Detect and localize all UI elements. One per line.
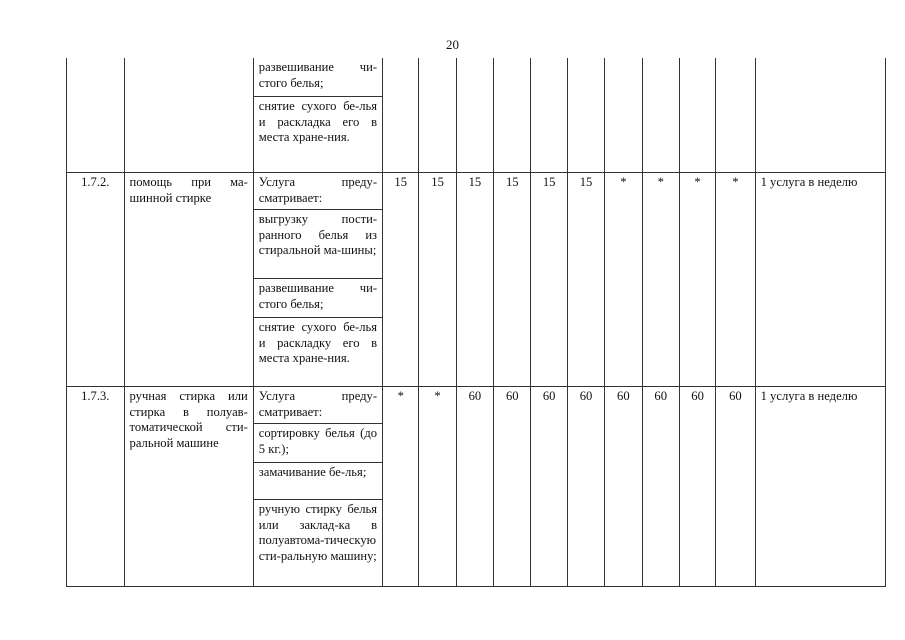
value-cell: 15	[456, 173, 493, 387]
service-detail: развешивание чи-стого белья;	[253, 58, 382, 97]
table-row	[67, 58, 886, 97]
value-cell: 60	[605, 387, 642, 587]
service-name	[124, 58, 253, 173]
service-detail: Услуга преду-сматривает:	[253, 173, 382, 210]
value-cell: 60	[642, 387, 679, 587]
table-row	[67, 173, 886, 210]
value-cell	[716, 58, 755, 173]
service-detail: ручную стирку белья или заклад-ка в полуавтома-тическую сти-ральную машину;	[253, 500, 382, 587]
value-cell: *	[383, 387, 419, 587]
value-cell: *	[679, 173, 715, 387]
value-cell: 60	[679, 387, 715, 587]
service-detail: развешивание чи-стого белья;	[253, 279, 382, 318]
service-detail: замачивание бе-лья;	[253, 463, 382, 500]
value-cell: *	[419, 387, 456, 587]
table-row	[67, 387, 886, 424]
value-cell: *	[605, 173, 642, 387]
service-detail: Услуга преду-сматривает:	[253, 387, 382, 424]
value-cell: *	[642, 173, 679, 387]
value-cell: *	[716, 173, 755, 387]
frequency-cell: 1 услуга в неделю	[755, 387, 885, 587]
value-cell: 60	[494, 387, 531, 587]
value-cell: 15	[383, 173, 419, 387]
value-cell	[383, 58, 419, 173]
value-cell	[642, 58, 679, 173]
value-cell: 60	[531, 387, 567, 587]
value-cell: 60	[716, 387, 755, 587]
value-cell: 15	[494, 173, 531, 387]
table-body	[67, 58, 886, 587]
services-table	[66, 58, 886, 587]
service-detail: снятие сухого бе-лья и раскладку его в места хране-ния.	[253, 318, 382, 387]
service-detail: выгрузку пости-ранного белья из стиральной ма-шины;	[253, 210, 382, 279]
page-number: 20	[446, 37, 459, 52]
service-detail: снятие сухого бе-лья и раскладка его в места хране-ния.	[253, 97, 382, 173]
value-cell	[679, 58, 715, 173]
value-cell	[567, 58, 604, 173]
row-number	[67, 58, 125, 173]
value-cell: 15	[419, 173, 456, 387]
service-name: ручная стирка или стирка в полуав-томатической сти-ральной машине	[124, 387, 253, 587]
value-cell: 60	[567, 387, 604, 587]
service-name: помощь при ма-шинной стирке	[124, 173, 253, 387]
value-cell: 15	[567, 173, 604, 387]
value-cell: 60	[456, 387, 493, 587]
service-detail: сортировку белья (до 5 кг.);	[253, 424, 382, 463]
value-cell	[531, 58, 567, 173]
value-cell	[419, 58, 456, 173]
value-cell	[605, 58, 642, 173]
row-number: 1.7.2.	[67, 173, 125, 387]
row-number: 1.7.3.	[67, 387, 125, 587]
value-cell	[494, 58, 531, 173]
frequency-cell: 1 услуга в неделю	[755, 173, 885, 387]
frequency-cell	[755, 58, 885, 173]
value-cell: 15	[531, 173, 567, 387]
value-cell	[456, 58, 493, 173]
